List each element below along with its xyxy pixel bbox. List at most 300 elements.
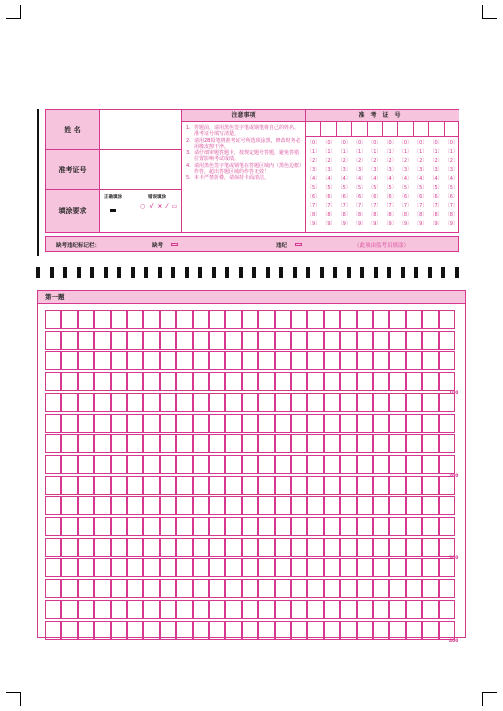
grid-cell[interactable] <box>291 476 307 495</box>
ticket-bubble[interactable]: 〔7〕 <box>429 203 443 209</box>
grid-cell[interactable] <box>373 558 389 577</box>
grid-cell[interactable] <box>209 455 225 474</box>
grid-cell[interactable] <box>193 310 209 329</box>
grid-cell[interactable] <box>324 517 340 536</box>
grid-cell[interactable] <box>61 434 77 453</box>
grid-cell[interactable] <box>258 351 274 370</box>
grid-cell[interactable] <box>307 393 323 412</box>
ticket-bubble[interactable]: 〔4〕 <box>307 176 321 182</box>
grid-cell[interactable] <box>78 476 94 495</box>
grid-cell[interactable] <box>111 455 127 474</box>
grid-cell[interactable] <box>422 538 438 557</box>
grid-cell[interactable] <box>242 455 258 474</box>
grid-cell[interactable] <box>291 414 307 433</box>
grid-cell[interactable] <box>389 372 405 391</box>
ticket-bubble[interactable]: 〔8〕 <box>414 212 428 218</box>
grid-cell[interactable] <box>209 621 225 640</box>
grid-cell[interactable] <box>307 517 323 536</box>
grid-cell[interactable] <box>357 455 373 474</box>
grid-cell[interactable] <box>357 600 373 619</box>
ticket-bubble[interactable]: 〔8〕 <box>337 212 351 218</box>
grid-cell[interactable] <box>324 496 340 515</box>
grid-cell[interactable] <box>291 372 307 391</box>
grid-cell[interactable] <box>242 476 258 495</box>
grid-cell[interactable] <box>143 496 159 515</box>
grid-cell[interactable] <box>143 538 159 557</box>
ticket-bubble[interactable]: 〔7〕 <box>398 203 413 209</box>
grid-cell[interactable] <box>307 600 323 619</box>
grid-cell[interactable] <box>258 414 274 433</box>
grid-cell[interactable] <box>78 372 94 391</box>
grid-cell[interactable] <box>275 476 291 495</box>
grid-cell[interactable] <box>193 579 209 598</box>
grid-cell[interactable] <box>61 517 77 536</box>
grid-cell[interactable] <box>127 496 143 515</box>
ticket-bubble[interactable]: 〔9〕 <box>414 221 428 227</box>
ticket-bubble[interactable]: 〔5〕 <box>429 185 443 191</box>
grid-cell[interactable] <box>94 351 110 370</box>
grid-cell[interactable] <box>209 434 225 453</box>
grid-cell[interactable] <box>324 600 340 619</box>
ticket-bubble[interactable]: 〔4〕 <box>337 176 351 182</box>
grid-cell[interactable] <box>307 331 323 350</box>
grid-cell[interactable] <box>406 434 422 453</box>
grid-cell[interactable] <box>45 538 61 557</box>
ticket-digit-box[interactable] <box>429 122 444 136</box>
ticket-digit-box[interactable] <box>368 122 383 136</box>
grid-cell[interactable] <box>373 455 389 474</box>
ticket-bubble[interactable]: 〔6〕 <box>322 194 336 200</box>
grid-cell[interactable] <box>242 621 258 640</box>
grid-cell[interactable] <box>193 517 209 536</box>
grid-cell[interactable] <box>439 517 455 536</box>
grid-cell[interactable] <box>225 393 241 412</box>
grid-cell[interactable] <box>78 496 94 515</box>
grid-cell[interactable] <box>160 538 176 557</box>
grid-cell[interactable] <box>389 310 405 329</box>
grid-cell[interactable] <box>45 517 61 536</box>
grid-cell[interactable] <box>242 393 258 412</box>
grid-cell[interactable] <box>324 434 340 453</box>
grid-cell[interactable] <box>439 455 455 474</box>
ticket-bubble[interactable]: 〔5〕 <box>352 185 367 191</box>
grid-cell[interactable] <box>422 393 438 412</box>
grid-cell[interactable] <box>193 621 209 640</box>
grid-cell[interactable] <box>307 310 323 329</box>
grid-cell[interactable] <box>61 621 77 640</box>
grid-cell[interactable] <box>160 517 176 536</box>
grid-cell[interactable] <box>389 558 405 577</box>
grid-cell[interactable] <box>176 310 192 329</box>
grid-cell[interactable] <box>160 372 176 391</box>
ticket-bubble[interactable]: 〔0〕 <box>337 140 351 146</box>
grid-cell[interactable] <box>143 414 159 433</box>
ticket-bubble[interactable]: 〔7〕 <box>322 203 336 209</box>
grid-cell[interactable] <box>176 496 192 515</box>
grid-cell[interactable] <box>258 538 274 557</box>
grid-cell[interactable] <box>111 538 127 557</box>
grid-cell[interactable] <box>242 538 258 557</box>
ticket-bubble[interactable]: 〔7〕 <box>444 203 458 209</box>
grid-cell[interactable] <box>111 579 127 598</box>
grid-cell[interactable] <box>275 414 291 433</box>
grid-cell[interactable] <box>160 393 176 412</box>
grid-cell[interactable] <box>160 579 176 598</box>
grid-cell[interactable] <box>78 310 94 329</box>
grid-cell[interactable] <box>111 600 127 619</box>
grid-cell[interactable] <box>389 455 405 474</box>
grid-cell[interactable] <box>340 310 356 329</box>
ticket-number-field[interactable] <box>100 150 182 190</box>
grid-cell[interactable] <box>406 579 422 598</box>
grid-cell[interactable] <box>94 538 110 557</box>
ticket-digit-box[interactable] <box>414 122 429 136</box>
grid-cell[interactable] <box>61 331 77 350</box>
grid-cell[interactable] <box>340 393 356 412</box>
grid-cell[interactable] <box>406 393 422 412</box>
grid-cell[interactable] <box>94 414 110 433</box>
ticket-bubble[interactable]: 〔7〕 <box>352 203 367 209</box>
grid-cell[interactable] <box>143 331 159 350</box>
grid-cell[interactable] <box>127 331 143 350</box>
grid-cell[interactable] <box>61 579 77 598</box>
ticket-bubble[interactable]: 〔4〕 <box>368 176 382 182</box>
grid-cell[interactable] <box>45 621 61 640</box>
grid-cell[interactable] <box>422 414 438 433</box>
ticket-bubble[interactable]: 〔3〕 <box>368 167 382 173</box>
grid-cell[interactable] <box>242 331 258 350</box>
grid-cell[interactable] <box>225 600 241 619</box>
grid-cell[interactable] <box>275 621 291 640</box>
ticket-bubble[interactable]: 〔7〕 <box>307 203 321 209</box>
grid-cell[interactable] <box>307 621 323 640</box>
grid-cell[interactable] <box>143 393 159 412</box>
grid-cell[interactable] <box>127 600 143 619</box>
grid-cell[interactable] <box>61 455 77 474</box>
grid-cell[interactable] <box>193 496 209 515</box>
grid-cell[interactable] <box>406 517 422 536</box>
grid-cell[interactable] <box>340 579 356 598</box>
grid-cell[interactable] <box>78 414 94 433</box>
ticket-bubble[interactable]: 〔6〕 <box>337 194 351 200</box>
grid-cell[interactable] <box>160 600 176 619</box>
grid-cell[interactable] <box>45 496 61 515</box>
grid-cell[interactable] <box>78 579 94 598</box>
grid-cell[interactable] <box>291 600 307 619</box>
grid-cell[interactable] <box>242 496 258 515</box>
grid-cell[interactable] <box>242 558 258 577</box>
ticket-bubble[interactable]: 〔7〕 <box>414 203 428 209</box>
grid-cell[interactable] <box>439 372 455 391</box>
grid-cell[interactable] <box>275 538 291 557</box>
ticket-digit-box[interactable] <box>306 122 321 136</box>
grid-cell[interactable] <box>275 558 291 577</box>
ticket-bubble[interactable]: 〔7〕 <box>337 203 351 209</box>
ticket-bubble[interactable]: 〔0〕 <box>444 140 458 146</box>
ticket-bubble[interactable]: 〔3〕 <box>383 167 397 173</box>
grid-cell[interactable] <box>406 621 422 640</box>
grid-cell[interactable] <box>389 476 405 495</box>
grid-cell[interactable] <box>291 496 307 515</box>
ticket-bubble[interactable]: 〔8〕 <box>429 212 443 218</box>
grid-cell[interactable] <box>193 600 209 619</box>
grid-cell[interactable] <box>78 538 94 557</box>
grid-cell[interactable] <box>242 310 258 329</box>
grid-cell[interactable] <box>406 538 422 557</box>
grid-cell[interactable] <box>111 414 127 433</box>
grid-cell[interactable] <box>258 455 274 474</box>
ticket-bubble[interactable]: 〔1〕 <box>352 149 367 155</box>
ticket-bubble[interactable]: 〔3〕 <box>429 167 443 173</box>
grid-cell[interactable] <box>160 476 176 495</box>
grid-cell[interactable] <box>176 393 192 412</box>
ticket-bubble[interactable]: 〔4〕 <box>414 176 428 182</box>
grid-cell[interactable] <box>193 372 209 391</box>
grid-cell[interactable] <box>340 558 356 577</box>
grid-cell[interactable] <box>225 351 241 370</box>
grid-cell[interactable] <box>406 455 422 474</box>
grid-cell[interactable] <box>209 579 225 598</box>
grid-cell[interactable] <box>324 414 340 433</box>
ticket-bubble[interactable]: 〔0〕 <box>383 140 397 146</box>
ticket-bubble[interactable]: 〔7〕 <box>368 203 382 209</box>
grid-cell[interactable] <box>357 476 373 495</box>
grid-cell[interactable] <box>422 579 438 598</box>
grid-cell[interactable] <box>439 351 455 370</box>
grid-cell[interactable] <box>193 414 209 433</box>
ticket-bubble[interactable]: 〔3〕 <box>322 167 336 173</box>
grid-cell[interactable] <box>78 600 94 619</box>
grid-cell[interactable] <box>94 455 110 474</box>
ticket-bubble[interactable]: 〔6〕 <box>429 194 443 200</box>
grid-cell[interactable] <box>94 310 110 329</box>
grid-cell[interactable] <box>176 621 192 640</box>
grid-cell[interactable] <box>258 558 274 577</box>
ticket-bubble[interactable]: 〔3〕 <box>414 167 428 173</box>
grid-cell[interactable] <box>357 621 373 640</box>
grid-cell[interactable] <box>225 538 241 557</box>
ticket-bubble[interactable]: 〔8〕 <box>368 212 382 218</box>
grid-cell[interactable] <box>176 434 192 453</box>
grid-cell[interactable] <box>422 372 438 391</box>
grid-cell[interactable] <box>373 331 389 350</box>
ticket-bubble[interactable]: 〔0〕 <box>429 140 443 146</box>
grid-cell[interactable] <box>324 455 340 474</box>
grid-cell[interactable] <box>373 621 389 640</box>
grid-cell[interactable] <box>78 517 94 536</box>
grid-cell[interactable] <box>225 558 241 577</box>
grid-cell[interactable] <box>275 579 291 598</box>
ticket-bubble[interactable]: 〔1〕 <box>337 149 351 155</box>
grid-cell[interactable] <box>160 496 176 515</box>
ticket-bubble[interactable]: 〔6〕 <box>352 194 367 200</box>
grid-cell[interactable] <box>127 372 143 391</box>
grid-cell[interactable] <box>127 579 143 598</box>
grid-cell[interactable] <box>422 455 438 474</box>
grid-cell[interactable] <box>78 621 94 640</box>
ticket-bubble[interactable]: 〔5〕 <box>322 185 336 191</box>
grid-cell[interactable] <box>357 331 373 350</box>
ticket-bubble[interactable]: 〔9〕 <box>352 221 367 227</box>
grid-cell[interactable] <box>373 414 389 433</box>
ticket-bubble[interactable]: 〔3〕 <box>352 167 367 173</box>
ticket-bubble[interactable]: 〔9〕 <box>398 221 413 227</box>
ticket-digit-box[interactable] <box>352 122 367 136</box>
grid-cell[interactable] <box>209 538 225 557</box>
ticket-bubble[interactable]: 〔6〕 <box>383 194 397 200</box>
ticket-bubble[interactable]: 〔4〕 <box>444 176 458 182</box>
grid-cell[interactable] <box>111 476 127 495</box>
grid-cell[interactable] <box>258 621 274 640</box>
grid-cell[interactable] <box>94 496 110 515</box>
grid-cell[interactable] <box>357 579 373 598</box>
violation-checkbox[interactable] <box>295 243 302 246</box>
grid-cell[interactable] <box>406 310 422 329</box>
grid-cell[interactable] <box>45 434 61 453</box>
grid-cell[interactable] <box>176 558 192 577</box>
grid-cell[interactable] <box>389 331 405 350</box>
grid-cell[interactable] <box>307 351 323 370</box>
ticket-digit-box[interactable] <box>321 122 336 136</box>
ticket-digit-box[interactable] <box>337 122 352 136</box>
grid-cell[interactable] <box>111 351 127 370</box>
ticket-bubble[interactable]: 〔7〕 <box>383 203 397 209</box>
grid-cell[interactable] <box>61 351 77 370</box>
grid-cell[interactable] <box>94 517 110 536</box>
grid-cell[interactable] <box>78 558 94 577</box>
grid-cell[interactable] <box>143 372 159 391</box>
grid-cell[interactable] <box>291 517 307 536</box>
grid-cell[interactable] <box>422 476 438 495</box>
ticket-bubble[interactable]: 〔5〕 <box>444 185 458 191</box>
grid-cell[interactable] <box>357 414 373 433</box>
ticket-bubble[interactable]: 〔4〕 <box>383 176 397 182</box>
grid-cell[interactable] <box>340 517 356 536</box>
grid-cell[interactable] <box>340 621 356 640</box>
grid-cell[interactable] <box>160 558 176 577</box>
grid-cell[interactable] <box>61 476 77 495</box>
grid-cell[interactable] <box>193 434 209 453</box>
grid-cell[interactable] <box>143 517 159 536</box>
ticket-bubble[interactable]: 〔0〕 <box>398 140 413 146</box>
grid-cell[interactable] <box>225 310 241 329</box>
grid-cell[interactable] <box>324 558 340 577</box>
grid-cell[interactable] <box>389 538 405 557</box>
grid-cell[interactable] <box>176 517 192 536</box>
grid-cell[interactable] <box>291 351 307 370</box>
grid-cell[interactable] <box>242 434 258 453</box>
grid-cell[interactable] <box>291 558 307 577</box>
grid-cell[interactable] <box>111 496 127 515</box>
grid-cell[interactable] <box>61 558 77 577</box>
grid-cell[interactable] <box>439 600 455 619</box>
grid-cell[interactable] <box>176 579 192 598</box>
grid-cell[interactable] <box>258 517 274 536</box>
grid-cell[interactable] <box>209 600 225 619</box>
ticket-bubble[interactable]: 〔6〕 <box>398 194 413 200</box>
grid-cell[interactable] <box>225 579 241 598</box>
grid-cell[interactable] <box>275 372 291 391</box>
grid-cell[interactable] <box>439 434 455 453</box>
grid-cell[interactable] <box>176 351 192 370</box>
grid-cell[interactable] <box>357 496 373 515</box>
grid-cell[interactable] <box>406 496 422 515</box>
grid-cell[interactable] <box>225 476 241 495</box>
ticket-bubble[interactable]: 〔9〕 <box>383 221 397 227</box>
grid-cell[interactable] <box>209 372 225 391</box>
grid-cell[interactable] <box>275 331 291 350</box>
grid-cell[interactable] <box>94 558 110 577</box>
grid-cell[interactable] <box>176 600 192 619</box>
ticket-bubble[interactable]: 〔5〕 <box>368 185 382 191</box>
grid-cell[interactable] <box>275 455 291 474</box>
grid-cell[interactable] <box>389 517 405 536</box>
grid-cell[interactable] <box>258 310 274 329</box>
ticket-bubble[interactable]: 〔5〕 <box>337 185 351 191</box>
grid-cell[interactable] <box>340 496 356 515</box>
grid-cell[interactable] <box>439 331 455 350</box>
grid-cell[interactable] <box>225 455 241 474</box>
grid-cell[interactable] <box>111 310 127 329</box>
grid-cell[interactable] <box>307 434 323 453</box>
ticket-bubble[interactable]: 〔9〕 <box>337 221 351 227</box>
grid-cell[interactable] <box>439 621 455 640</box>
grid-cell[interactable] <box>439 310 455 329</box>
grid-cell[interactable] <box>422 310 438 329</box>
grid-cell[interactable] <box>242 517 258 536</box>
grid-cell[interactable] <box>258 496 274 515</box>
grid-cell[interactable] <box>127 621 143 640</box>
ticket-bubble[interactable]: 〔8〕 <box>398 212 413 218</box>
ticket-bubble[interactable]: 〔0〕 <box>307 140 321 146</box>
grid-cell[interactable] <box>439 538 455 557</box>
ticket-bubble[interactable]: 〔2〕 <box>307 158 321 164</box>
grid-cell[interactable] <box>275 310 291 329</box>
grid-cell[interactable] <box>225 372 241 391</box>
ticket-bubble[interactable]: 〔1〕 <box>414 149 428 155</box>
grid-cell[interactable] <box>143 558 159 577</box>
grid-cell[interactable] <box>143 600 159 619</box>
grid-cell[interactable] <box>307 538 323 557</box>
grid-cell[interactable] <box>209 310 225 329</box>
grid-cell[interactable] <box>143 434 159 453</box>
ticket-bubble[interactable]: 〔5〕 <box>307 185 321 191</box>
grid-cell[interactable] <box>176 331 192 350</box>
grid-cell[interactable] <box>340 455 356 474</box>
grid-cell[interactable] <box>111 393 127 412</box>
ticket-bubble[interactable]: 〔9〕 <box>444 221 458 227</box>
ticket-bubble[interactable]: 〔1〕 <box>307 149 321 155</box>
grid-cell[interactable] <box>94 331 110 350</box>
grid-cell[interactable] <box>307 414 323 433</box>
grid-cell[interactable] <box>373 496 389 515</box>
grid-cell[interactable] <box>225 621 241 640</box>
grid-cell[interactable] <box>127 310 143 329</box>
grid-cell[interactable] <box>143 579 159 598</box>
grid-cell[interactable] <box>209 331 225 350</box>
grid-cell[interactable] <box>193 331 209 350</box>
grid-cell[interactable] <box>209 414 225 433</box>
ticket-bubble[interactable]: 〔9〕 <box>429 221 443 227</box>
grid-cell[interactable] <box>324 538 340 557</box>
grid-cell[interactable] <box>45 414 61 433</box>
grid-cell[interactable] <box>242 579 258 598</box>
grid-cell[interactable] <box>258 600 274 619</box>
grid-cell[interactable] <box>61 310 77 329</box>
grid-cell[interactable] <box>225 414 241 433</box>
grid-cell[interactable] <box>94 434 110 453</box>
grid-cell[interactable] <box>291 579 307 598</box>
